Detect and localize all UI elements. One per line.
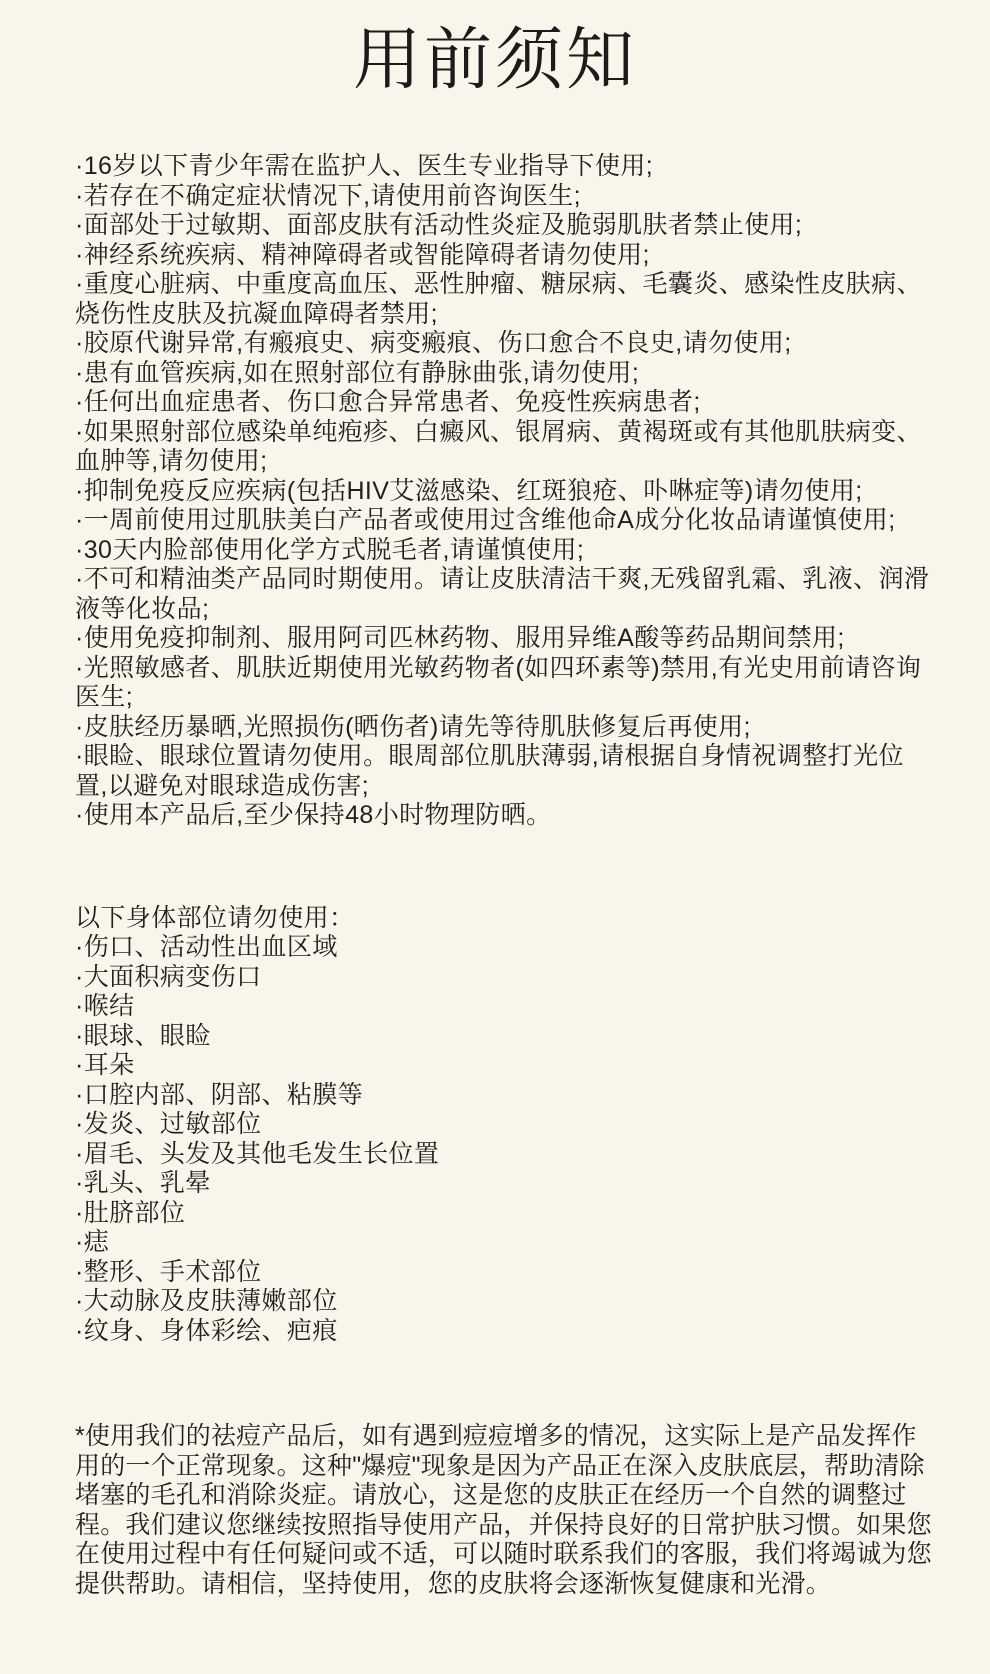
body-part-item: [75, 1081, 932, 1111]
forbidden-body-parts-section: [75, 904, 932, 1347]
bullet-dot: ·: [75, 1110, 84, 1138]
notice-item-text: 30天内脸部使用化学方式脱毛者,请谨慎使用;: [83, 535, 585, 564]
notice-item-text: 面部处于过敏期、面部皮肤有活动性炎症及脆弱肌肤者禁止使用;: [83, 211, 803, 239]
body-part-item: [75, 1169, 932, 1199]
body-part-item: [75, 1258, 932, 1288]
notice-item-text: 抑制免疫反应疾病(包括HIV艾滋感染、红斑狼疮、卟啉症等)请勿使用;: [83, 476, 863, 505]
notice-item: [75, 211, 932, 241]
body-part-item-text: 耳朵: [83, 1051, 135, 1079]
notice-item: [75, 418, 932, 477]
notice-item: [75, 359, 932, 389]
body-part-item-text: 发炎、过敏部位: [83, 1110, 262, 1138]
notice-item-text: 重度心脏病、中重度高血压、恶性肿瘤、糖尿病、毛囊炎、感染性皮肤病、烧伤性皮肤及抗凝血障碍者禁用;: [75, 270, 922, 328]
bullet-dot: ·: [75, 506, 84, 534]
notice-item: [75, 506, 932, 536]
body-part-item-text: 口腔内部、阴部、粘膜等: [83, 1080, 364, 1109]
bullet-dot: ·: [75, 1139, 84, 1168]
bullet-dot: ·: [75, 1287, 84, 1315]
notice-item: [75, 565, 932, 624]
bullet-dot: ·: [75, 801, 84, 829]
body-part-item: [75, 933, 932, 963]
notice-item: [75, 329, 932, 359]
bullet-dot: ·: [75, 211, 84, 239]
bullet-dot: ·: [75, 270, 84, 298]
bullet-dot: ·: [75, 1257, 84, 1286]
page-header: [0, 0, 990, 98]
bullet-dot: ·: [75, 181, 84, 210]
bullet-dot: ·: [75, 535, 84, 564]
body-part-item: [75, 1110, 932, 1140]
notice-item: [75, 801, 932, 831]
notice-item-text: 患有血管疾病,如在照射部位有静脉曲张,请勿使用;: [83, 358, 640, 387]
body-part-item-text: 伤口、活动性出血区域: [83, 933, 338, 961]
notice-item: [75, 713, 932, 743]
notice-item: [75, 536, 932, 566]
body-part-item: [75, 1199, 932, 1229]
notice-item-text: 若存在不确定症状情况下,请使用前咨询医生;: [83, 181, 582, 210]
notice-item: [75, 742, 932, 801]
body-part-item: [75, 1287, 932, 1317]
body-part-item-text: 眉毛、头发及其他毛发生长位置: [83, 1139, 440, 1168]
body-part-item-text: 大面积病变伤口: [83, 962, 262, 991]
body-parts-heading: 以下身体部位请勿使用：: [75, 903, 355, 932]
bullet-dot: ·: [75, 742, 84, 770]
notice-item-text: 任何出血症患者、伤口愈合异常患者、免疫性疾病患者;: [83, 388, 701, 416]
notice-item: [75, 388, 932, 418]
notice-item: [75, 241, 932, 271]
bullet-dot: ·: [75, 1316, 84, 1345]
bullet-dot: ·: [75, 992, 84, 1020]
body-part-item: [75, 1051, 932, 1081]
notice-item-text: 16岁以下青少年需在监护人、医生专业指导下使用;: [83, 152, 654, 180]
body-part-item-text: 乳头、乳晕: [83, 1169, 211, 1197]
bullet-dot: ·: [75, 565, 84, 593]
body-part-item-text: 肚脐部位: [83, 1198, 186, 1227]
body-parts-list: [75, 933, 932, 1346]
notice-item-text: 如果照射部位感染单纯疱疹、白癜风、银屑病、黄褐斑或有其他肌肤病变、血肿等,请勿使用;: [75, 417, 922, 475]
body-part-item: [75, 1317, 932, 1347]
page-title: 用前须知: [352, 22, 637, 98]
bullet-dot: ·: [75, 417, 84, 446]
body-part-item-text: 纹身、身体彩绘、疤痕: [83, 1316, 338, 1345]
footnote: *使用我们的祛痘产品后，如有遇到痘痘增多的情况，这实际上是产品发挥作用的一个正常现象。这种"爆痘"现象是因为产品正在深入皮肤底层，帮助清除堵塞的毛孔和消除炎症。请放心，这是您的皮肤正在经历一个自然的调整过程。我们建议您继续按照指导使用产品，并保持良好的日常护肤习惯。如果您在使用过程中有任何疑问或不适，可以随时联系我们的客服，我们将竭诚为您提供帮助。请相信，坚持使用，您的皮肤将会逐渐恢复健康和光滑。: [75, 1422, 932, 1598]
body-part-item-text: 眼球、眼睑: [83, 1021, 211, 1050]
body-part-item: [75, 1228, 932, 1258]
body-part-item: [75, 1140, 932, 1170]
usage-notice-list: [75, 152, 932, 831]
notice-item: [75, 270, 932, 329]
bullet-dot: ·: [75, 653, 84, 682]
bullet-dot: ·: [75, 329, 84, 357]
notice-item: [75, 624, 932, 654]
notice-item-text: 胶原代谢异常,有瘢痕史、病变瘢痕、伤口愈合不良史,请勿使用;: [83, 329, 792, 357]
bullet-dot: ·: [75, 1051, 84, 1079]
notice-item-text: 皮肤经历暴晒,光照损伤(晒伤者)请先等待肌肤修复后再使用;: [83, 712, 751, 741]
notice-item-text: 眼睑、眼球位置请勿使用。眼周部位肌肤薄弱,请根据自身情祝调整打光位置,以避免对眼球造成伤害;: [75, 742, 904, 800]
body-part-item-text: 整形、手术部位: [83, 1257, 262, 1286]
bullet-dot: ·: [75, 1021, 84, 1050]
body-part-item: [75, 1022, 932, 1052]
bullet-dot: ·: [75, 1228, 84, 1256]
body-part-item: [75, 992, 932, 1022]
notice-item-text: 光照敏感者、肌肤近期使用光敏药物者(如四环素等)禁用,有光史用前请咨询医生;: [75, 653, 922, 711]
bullet-dot: ·: [75, 476, 84, 505]
bullet-dot: ·: [75, 1169, 84, 1197]
bullet-dot: ·: [75, 358, 84, 387]
bullet-dot: ·: [75, 712, 84, 741]
bullet-dot: ·: [75, 388, 84, 416]
bullet-dot: ·: [75, 1080, 84, 1109]
bullet-dot: ·: [75, 624, 84, 652]
notice-item-text: 不可和精油类产品同时期使用。请让皮肤清洁干爽,无残留乳霜、乳液、润滑液等化妆品;: [75, 565, 930, 623]
notice-item: [75, 654, 932, 713]
body-part-item-text: 大动脉及皮肤薄嫩部位: [83, 1287, 338, 1315]
notice-item-text: 一周前使用过肌肤美白产品者或使用过含维他命A成分化妆品请谨慎使用;: [83, 506, 896, 534]
bullet-dot: ·: [75, 962, 84, 991]
bullet-dot: ·: [75, 240, 84, 269]
bullet-dot: ·: [75, 933, 84, 961]
body-part-item: [75, 963, 932, 993]
notice-item-text: 使用免疫抑制剂、服用阿司匹林药物、服用异维A酸等药品期间禁用;: [83, 624, 845, 652]
page-content: [0, 152, 990, 1600]
notice-item: [75, 152, 932, 182]
bullet-dot: ·: [75, 1198, 84, 1227]
notice-item: [75, 182, 932, 212]
notice-item-text: 神经系统疾病、精神障碍者或智能障碍者请勿使用;: [83, 240, 650, 269]
notice-item-text: 使用本产品后,至少保持48小时物理防晒。: [83, 801, 552, 829]
notice-item: [75, 477, 932, 507]
body-part-item-text: 痣: [83, 1228, 110, 1256]
body-part-item-text: 喉结: [83, 992, 135, 1020]
bullet-dot: ·: [75, 152, 84, 180]
